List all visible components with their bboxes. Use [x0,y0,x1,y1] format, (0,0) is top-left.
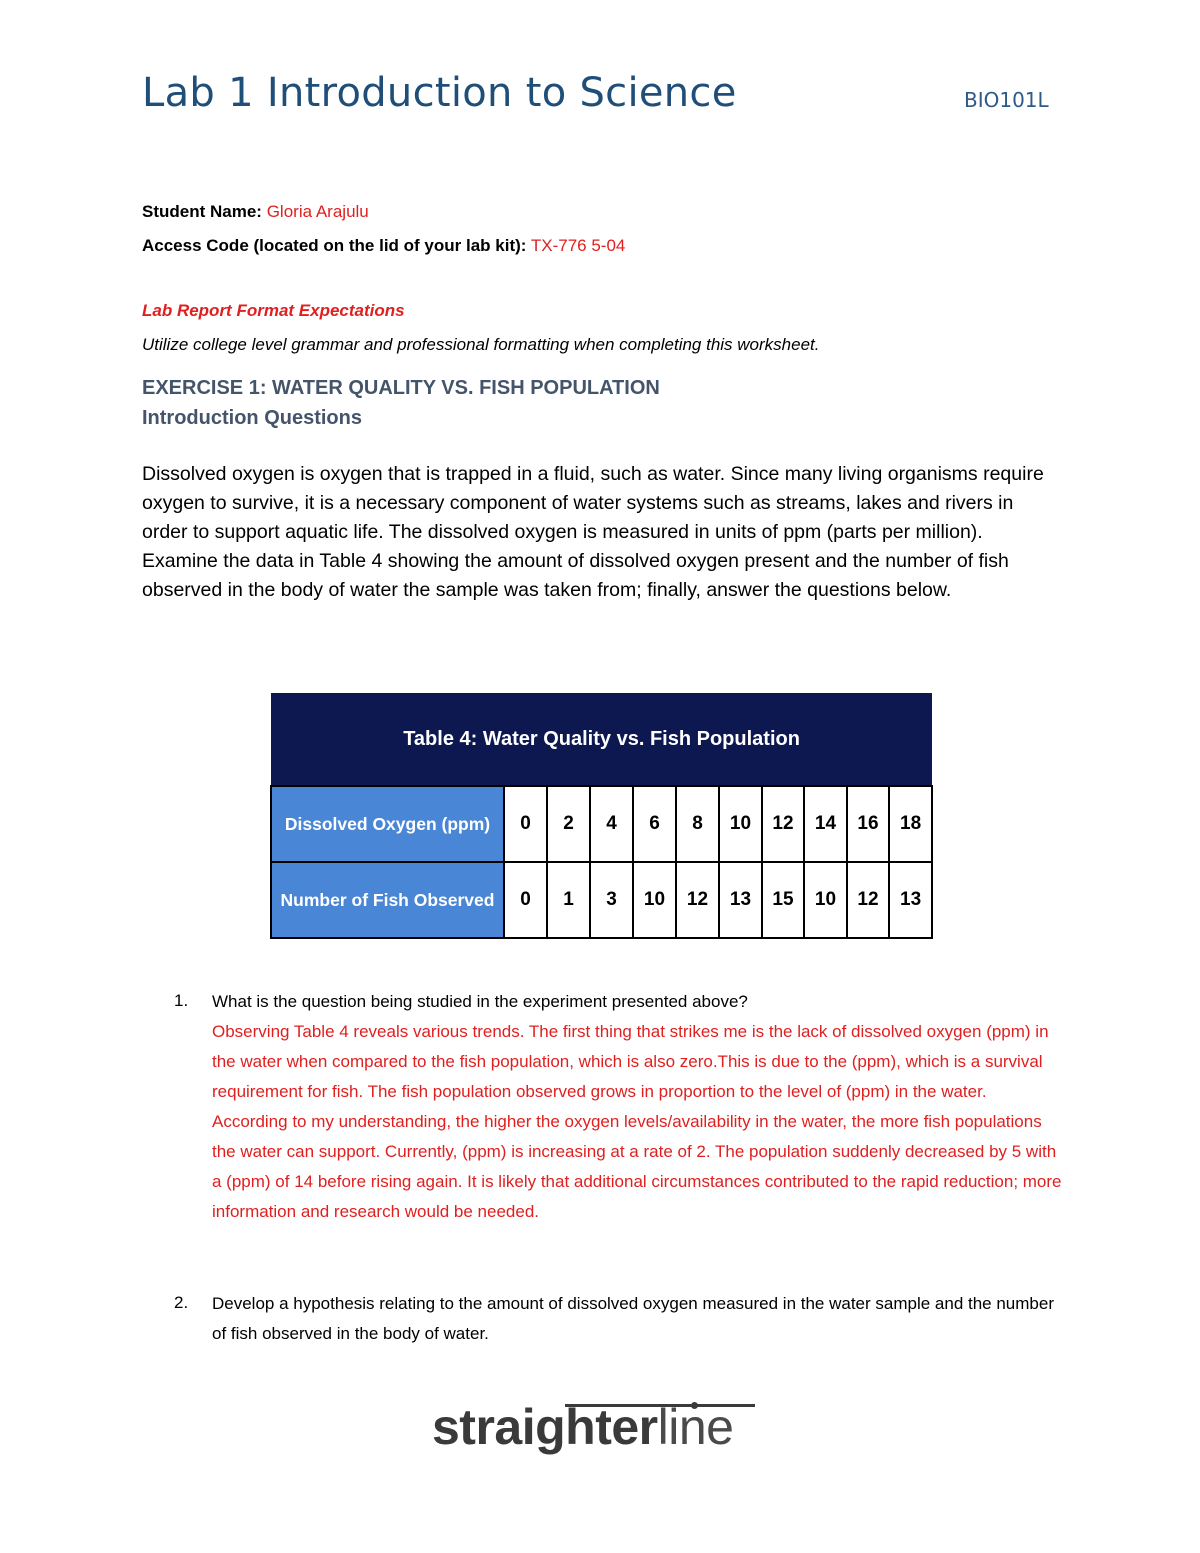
table-cell: 10 [633,862,676,938]
exercise-subtitle: Introduction Questions [142,407,362,429]
question-number: 2. [174,1293,189,1312]
access-code-value: TX-776 5-04 [530,236,626,255]
student-name-value: Gloria Arajulu [266,202,369,221]
table-cell: 10 [804,862,847,938]
table-cell: 10 [719,786,762,862]
question-text: Develop a hypothesis relating to the amount of dissolved oxygen measured in the water sample and the number of fish observed in the body of water. [212,1294,1054,1343]
table-row [271,862,932,938]
table-cell: 0 [504,862,547,938]
table-cell: 12 [762,786,804,862]
row-label: Number of Fish Observed [271,862,504,938]
format-text: Utilize college level grammar and professional formatting when completing this worksheet. [142,335,820,354]
data-table [270,693,933,939]
table-cell: 0 [504,786,547,862]
page-title: Lab 1 Introduction to Science [142,70,737,116]
format-heading: Lab Report Format Expectations [142,301,405,320]
intro-paragraph: Dissolved oxygen is oxygen that is trapped in a fluid, such as water. Since many living organisms require oxygen to survive, it is a necessary component of water systems such as streams, lakes and rivers in order to support aquatic life. The dissolved oxygen is measured in units of ppm (parts per million). Examine the data in Table 4 showing the amount of dissolved oxygen present and the number of fish observed in the body of water the sample was taken from; finally, answer the questions below. [142,463,1044,601]
student-name-line [142,202,369,222]
table-cell: 15 [762,862,804,938]
table-cell: 16 [847,786,889,862]
table-cell: 13 [719,862,762,938]
question-text: What is the question being studied in the experiment presented above? [212,992,748,1011]
table-cell: 6 [633,786,676,862]
table-caption: Table 4: Water Quality vs. Fish Population [271,693,932,786]
access-code-line [142,236,625,256]
course-code: BIO101L [964,88,1049,112]
table-cell: 3 [590,862,633,938]
table-cell: 13 [889,862,932,938]
logo-bold-text: straighter [432,1399,658,1455]
table-cell: 8 [676,786,719,862]
student-name-label: Student Name: [142,202,262,221]
logo-light-text: line [657,1399,734,1455]
table-row [271,786,932,862]
answer-text: Observing Table 4 reveals various trends. The first thing that strikes me is the lack of dissolved oxygen (ppm) in the water when compared to the fish population, which is also zero.This is due to the (ppm), which is a survival requirement for fish. The fish population observed grows in proportion to the level of (ppm) in the water. According to my understanding, the higher the oxygen levels/availability in the water, the more fish populations the water can support. Currently, (ppm) is increasing at a rate of 2. The population suddenly decreased by 5 with a (ppm) of 14 before rising again. It is likely that additional circumstances contributed to the rapid reduction; more information and research would be needed. [212,1022,1062,1221]
table-cell: 1 [547,862,590,938]
table-cell: 4 [590,786,633,862]
table-cell: 12 [676,862,719,938]
table-cell: 2 [547,786,590,862]
table-cell: 18 [889,786,932,862]
straighterline-logo [432,1398,733,1456]
row-label: Dissolved Oxygen (ppm) [271,786,504,862]
access-code-label: Access Code (located on the lid of your lab kit): [142,236,527,255]
table-cell: 14 [804,786,847,862]
question-number: 1. [174,991,189,1010]
table-cell: 12 [847,862,889,938]
exercise-title: EXERCISE 1: WATER QUALITY VS. FISH POPULATION [142,377,660,399]
